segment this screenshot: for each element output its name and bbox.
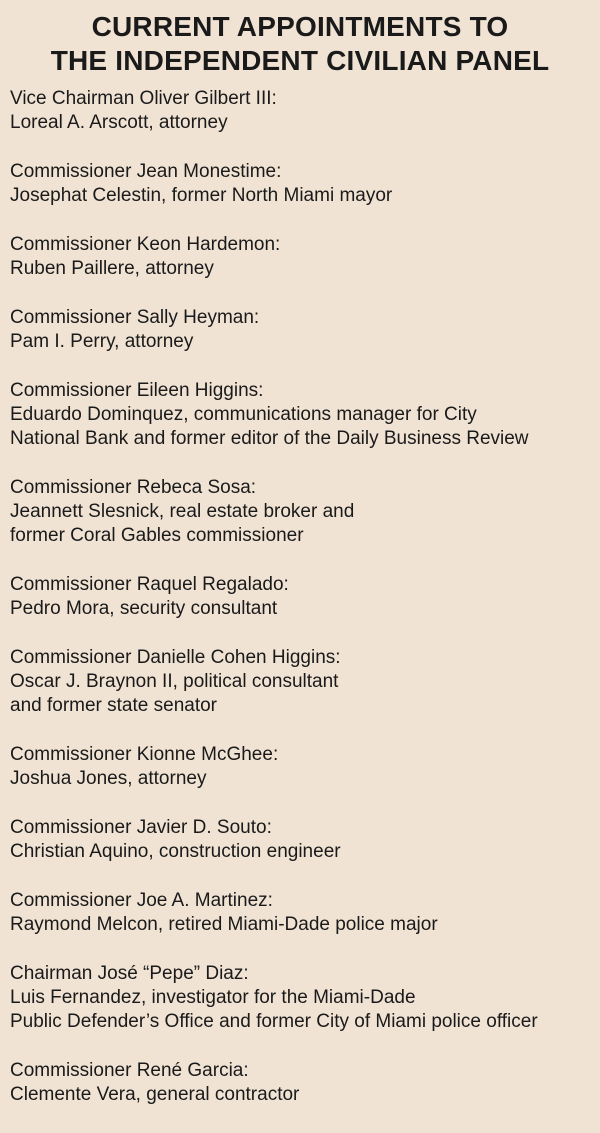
page-title: [10, 10, 590, 78]
title-line-2: THE INDEPENDENT CIVILIAN PANEL: [50, 45, 550, 76]
commissioner-name: Commissioner Danielle Cohen Higgins:: [10, 647, 341, 668]
appointment-entry: [10, 1059, 590, 1107]
appointment-entry: [10, 816, 590, 864]
appointment-entry: [10, 889, 590, 937]
appointment-entry: [10, 646, 590, 718]
appointee-description: Clemente Vera, general contractor: [10, 1084, 300, 1105]
commissioner-name: Commissioner Keon Hardemon:: [10, 234, 281, 255]
commissioner-name: Commissioner Eileen Higgins:: [10, 380, 264, 401]
appointee-description: Joshua Jones, attorney: [10, 768, 207, 789]
appointment-entry: [10, 743, 590, 791]
commissioner-name: Commissioner Kionne McGhee:: [10, 744, 279, 765]
appointee-description: Loreal A. Arscott, attorney: [10, 112, 228, 133]
appointee-description: National Bank and former editor of the Daily Business Review: [10, 428, 529, 449]
appointee-description: Oscar J. Braynon II, political consultant: [10, 671, 339, 692]
commissioner-name: Chairman José “Pepe” Diaz:: [10, 963, 249, 984]
appointment-entry: [10, 87, 590, 135]
appointment-entry: [10, 573, 590, 621]
appointee-description: Pam I. Perry, attorney: [10, 331, 194, 352]
commissioner-name: Commissioner René Garcia:: [10, 1060, 249, 1081]
appointee-description: Eduardo Dominquez, communications manager for City: [10, 404, 477, 425]
appointee-description: and former state senator: [10, 695, 217, 716]
appointee-description: Raymond Melcon, retired Miami-Dade police major: [10, 914, 438, 935]
commissioner-name: Commissioner Rebeca Sosa:: [10, 477, 257, 498]
commissioner-name: Commissioner Raquel Regalado:: [10, 574, 289, 595]
appointment-entry: [10, 306, 590, 354]
appointment-entry: [10, 233, 590, 281]
commissioner-name: Commissioner Joe A. Martinez:: [10, 890, 273, 911]
appointee-description: Ruben Paillere, attorney: [10, 258, 214, 279]
appointment-entry: [10, 962, 590, 1034]
appointee-description: Pedro Mora, security consultant: [10, 598, 278, 619]
appointee-description: Christian Aquino, construction engineer: [10, 841, 341, 862]
appointment-entry: [10, 476, 590, 548]
appointee-description: Jeannett Slesnick, real estate broker and: [10, 501, 355, 522]
appointee-description: Josephat Celestin, former North Miami mayor: [10, 185, 393, 206]
appointment-list: [10, 87, 590, 1107]
appointment-entry: [10, 160, 590, 208]
title-line-1: CURRENT APPOINTMENTS TO: [91, 11, 509, 42]
appointee-description: former Coral Gables commissioner: [10, 525, 304, 546]
appointment-entry: [10, 379, 590, 451]
commissioner-name: Vice Chairman Oliver Gilbert III:: [10, 88, 277, 109]
commissioner-name: Commissioner Javier D. Souto:: [10, 817, 272, 838]
commissioner-name: Commissioner Jean Monestime:: [10, 161, 282, 182]
appointee-description: Luis Fernandez, investigator for the Miami-Dade: [10, 987, 416, 1008]
appointee-description: Public Defender’s Office and former City of Miami police officer: [10, 1011, 538, 1032]
commissioner-name: Commissioner Sally Heyman:: [10, 307, 260, 328]
